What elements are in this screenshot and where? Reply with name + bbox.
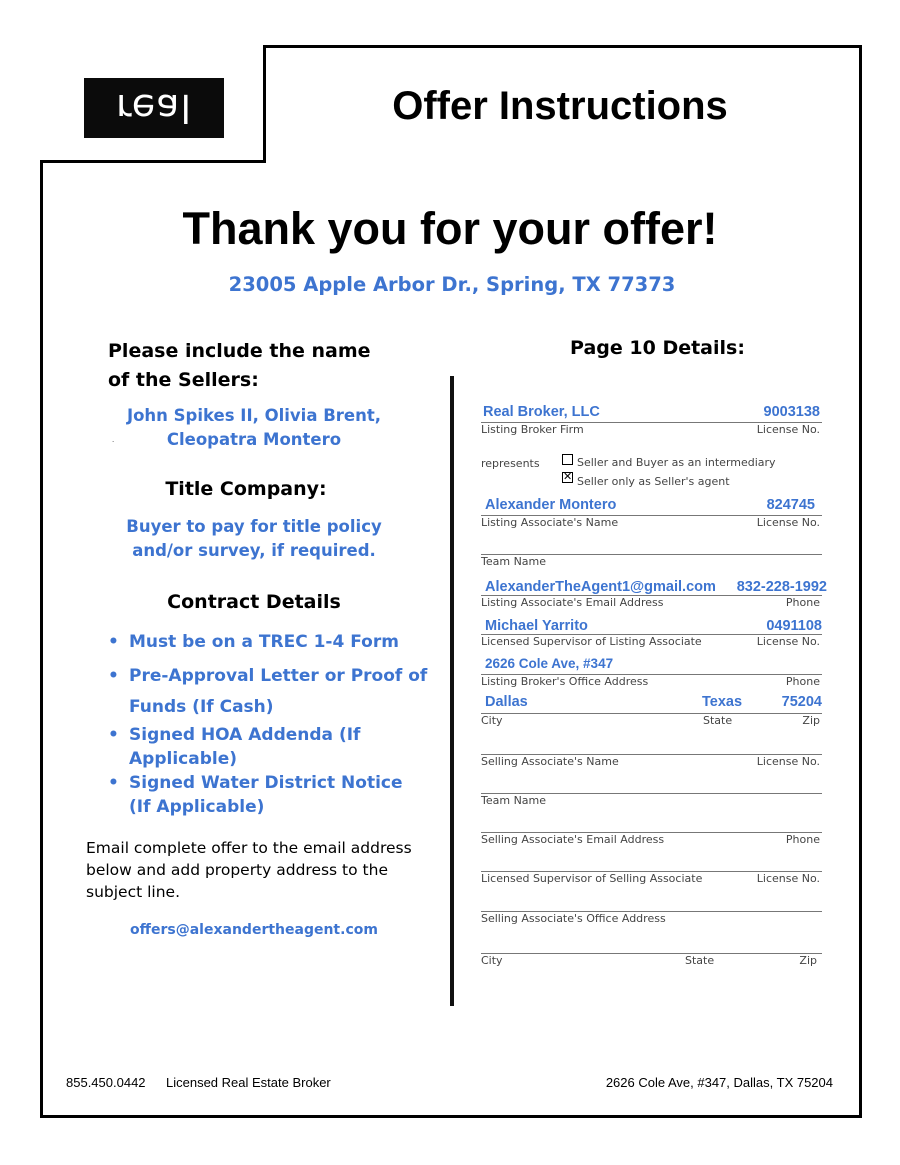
footer-phone: 855.450.0442	[66, 1075, 146, 1090]
contract-details-heading: Contract Details	[167, 591, 341, 613]
offer-email-link[interactable]: offers@alexandertheagent.com	[130, 922, 378, 938]
caption-listing-associate-email: Listing Associate's Email Address	[481, 596, 664, 609]
caption-supervisor: Licensed Supervisor of Listing Associate	[481, 635, 702, 648]
caption-selling-associate-email: Selling Associate's Email Address	[481, 833, 665, 846]
caption-selling-associate-name: Selling Associate's Name	[481, 755, 619, 768]
real-logo	[84, 78, 224, 138]
email-instructions: Email complete offer to the email address below and add property address to the subject line.	[86, 839, 412, 901]
caption-zip: Zip	[799, 954, 817, 967]
logo-text: real	[115, 86, 192, 130]
contract-item: • Signed HOA Addenda (If Applicable)	[108, 723, 428, 771]
caption-phone: Phone	[785, 833, 820, 846]
caption-listing-broker-firm: Listing Broker Firm	[481, 423, 584, 436]
caption-selling-supervisor: Licensed Supervisor of Selling Associate	[481, 872, 703, 885]
caption-listing-associate-name: Listing Associate's Name	[481, 516, 619, 529]
listing-associate-name-value: Alexander Montero	[485, 497, 617, 513]
zip-value: 75204	[781, 694, 822, 710]
supervisor-license-value: 0491108	[766, 618, 822, 634]
seller-agent-checkbox-checked[interactable]: ✕	[563, 471, 573, 483]
caption-team-name: Team Name	[481, 794, 547, 807]
state-value: Texas	[702, 694, 743, 710]
caption-phone: Phone	[785, 675, 820, 688]
listing-broker-license-value: 9003138	[763, 404, 820, 420]
sellers-line-1: John Spikes II, Olivia Brent,	[126, 406, 382, 425]
intermediary-checkbox[interactable]	[562, 454, 573, 465]
footer-address: 2626 Cole Ave, #347, Dallas, TX 75204	[605, 1075, 833, 1090]
caption-phone: Phone	[785, 596, 820, 609]
caption-zip: Zip	[802, 714, 820, 727]
footer-broker-label: Licensed Real Estate Broker	[166, 1075, 331, 1090]
listing-associate-license-value: 824745	[766, 497, 815, 513]
property-address: 23005 Apple Arbor Dr., Spring, TX 77373	[228, 273, 676, 296]
caption-license-no: License No.	[756, 755, 820, 768]
caption-license-no: License No.	[756, 516, 820, 529]
listing-broker-firm-value: Real Broker, LLC	[483, 404, 600, 420]
option-intermediary: Seller and Buyer as an intermediary	[577, 456, 776, 469]
frame-gap-cover	[266, 159, 859, 163]
listing-associate-email-value: AlexanderTheAgent1@gmail.com	[485, 579, 716, 595]
column-divider	[450, 376, 454, 1006]
caption-license-no: License No.	[756, 872, 820, 885]
caption-city: City	[481, 954, 503, 967]
contract-item: • Signed Water District Notice (If Applicable)	[108, 771, 428, 819]
sellers-line-2: Cleopatra Montero	[166, 430, 342, 449]
city-value: Dallas	[485, 694, 528, 710]
caption-broker-office-address: Listing Broker's Office Address	[481, 675, 649, 688]
caption-license-no: License No.	[756, 635, 820, 648]
represents-label: represents	[481, 457, 540, 470]
stray-dot: .	[112, 436, 115, 444]
page-title: Offer Instructions	[392, 84, 728, 128]
contract-item: • Pre-Approval Letter or Proof of Funds (If Cash)	[108, 661, 428, 723]
caption-state: State	[703, 714, 733, 727]
title-line-1: Buyer to pay for title policy	[126, 517, 382, 536]
option-seller-agent: Seller only as Seller's agent	[577, 475, 730, 488]
supervisor-name-value: Michael Yarrito	[485, 618, 588, 634]
sellers-heading: Please include the name of the Sellers:	[108, 340, 371, 391]
contract-item: • Must be on a TREC 1-4 Form	[108, 630, 428, 654]
caption-state: State	[685, 954, 715, 967]
caption-city: City	[481, 714, 503, 727]
listing-associate-phone-value: 832-228-1992	[736, 579, 827, 595]
caption-license-no: License No.	[756, 423, 820, 436]
page-10-heading: Page 10 Details:	[570, 337, 745, 359]
broker-office-address-value: 2626 Cole Ave, #347	[485, 656, 614, 671]
headline: Thank you for your offer!	[182, 203, 718, 254]
contract-details-list	[108, 630, 428, 819]
caption-selling-office: Selling Associate's Office Address	[481, 912, 666, 925]
caption-team-name: Team Name	[481, 555, 547, 568]
title-line-2: and/or survey, if required.	[132, 541, 376, 560]
title-company-heading: Title Company:	[165, 478, 327, 500]
